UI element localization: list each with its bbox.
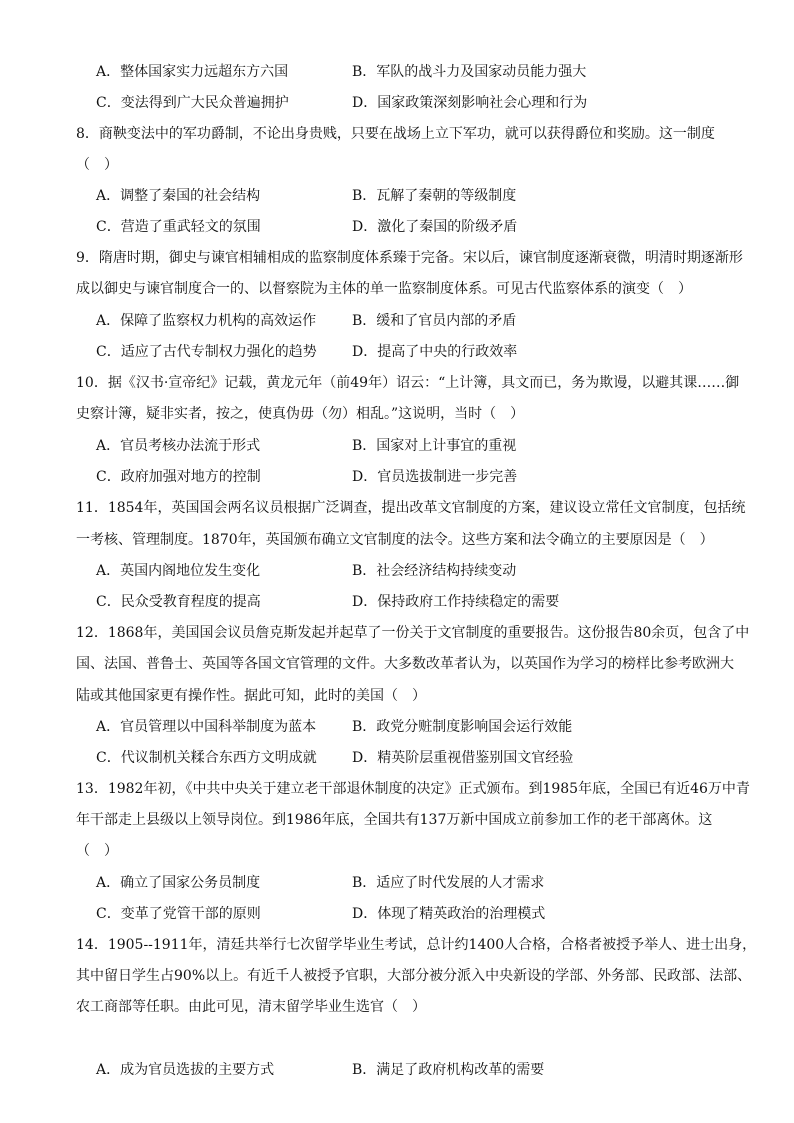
q9-option-d: D．提高了中央的行政效率	[352, 344, 518, 360]
q8-option-b: B．瓦解了秦朝的等级制度	[352, 188, 517, 204]
q14-stem-line-1: 14．1905--1911年，清廷共举行七次留学毕业生考试，总计约1400人合格，合格者被授予举人、进士出身，	[76, 937, 757, 953]
q13-option-b: B．适应了时代发展的人才需求	[352, 875, 545, 891]
q8-option-c: C．营造了重武轻文的氛围	[96, 219, 261, 235]
q13-stem-line-2: 年干部走上县级以上领导岗位。到1986年底，全国共有137万新中国成立前参加工作的老干部离休。这	[76, 812, 713, 828]
q9-option-b: B．缓和了官员内部的矛盾	[352, 313, 517, 329]
q14-stem-line-2: 其中留日学生占90%以上。有近千人被授予官职，大部分被分派入中央新设的学部、外务部、民政部、法部、	[76, 968, 752, 984]
q13-stem-line-1: 13．1982年初，《中共中央关于建立老干部退休制度的决定》正式颁布。到1985年底，全国已有近46万中青	[76, 781, 750, 797]
q10-stem-line-2: 史察计簿，疑非实者，按之，使真伪毋（勿）相乱。”这说明，当时（ ）	[76, 406, 525, 422]
q9-option-c: C．适应了古代专制权力强化的趋势	[96, 344, 317, 360]
q10-option-c: C．政府加强对地方的控制	[96, 469, 261, 485]
q11-stem-line-1: 11．1854年，英国国会两名议员根据广泛调查，提出改革文官制度的方案，建议设立常任文官制度，包括统	[76, 500, 746, 516]
q8-option-d: D．激化了秦国的阶级矛盾	[352, 219, 518, 235]
q7-option-a: A．整体国家实力远超东方六国	[96, 64, 289, 80]
q7-option-c: C．变法得到广大民众普遍拥护	[96, 95, 289, 111]
q12-option-b: B．政党分赃制度影响国会运行效能	[352, 719, 573, 735]
q11-option-b: B．社会经济结构持续变动	[352, 563, 517, 579]
q7-option-b: B．军队的战斗力及国家动员能力强大	[352, 64, 587, 80]
q9-stem-line-2: 成以御史与谏官制度合一的、以督察院为主体的单一监察制度体系。可见古代监察体系的演变（ ）	[76, 281, 692, 297]
q12-stem-line-3: 陆或其他国家更有操作性。据此可知，此时的美国（ ）	[76, 688, 426, 704]
q9-option-a: A．保障了监察权力机构的高效运作	[96, 313, 317, 329]
q12-option-d: D．精英阶层重视借鉴别国文官经验	[352, 750, 574, 766]
q14-option-a: A．成为官员选拔的主要方式	[96, 1062, 275, 1078]
q8-option-a: A．调整了秦国的社会结构	[96, 188, 261, 204]
q9-stem-line-1: 9．隋唐时期，御史与谏官相辅相成的监察制度体系臻于完备。宋以后，谏官制度逐渐衰微，明清时期逐渐形	[76, 250, 743, 266]
q10-stem-line-1: 10．据《汉书·宣帝纪》记载，黄龙元年（前49年）诏云：“上计簿，具文而已，务为欺谩，以避其课……御	[76, 375, 740, 391]
q13-stem-line-3: （ ）	[76, 843, 118, 859]
q12-stem-line-1: 12．1868年，美国国会议员詹克斯发起并起草了一份关于文官制度的重要报告。这份报告80余页，包含了中	[76, 625, 750, 641]
q10-option-d: D．官员选拔制进一步完善	[352, 469, 518, 485]
q13-option-c: C．变革了党管干部的原则	[96, 906, 261, 922]
q8-stem-line-1: 8．商鞅变法中的军功爵制，不论出身贵贱，只要在战场上立下军功，就可以获得爵位和奖励。这一制度	[76, 126, 715, 142]
q10-option-b: B．国家对上计事宜的重视	[352, 438, 517, 454]
q11-stem-line-2: 一考核、管理制度。1870年，英国颁布确立文官制度的法令。这些方案和法令确立的主要原因是（ ）	[76, 532, 714, 548]
q14-option-b: B．满足了政府机构改革的需要	[352, 1062, 545, 1078]
q7-option-d: D．国家政策深刻影响社会心理和行为	[352, 95, 588, 111]
q13-option-a: A．确立了国家公务员制度	[96, 875, 261, 891]
q8-stem-line-2: （ ）	[76, 157, 118, 173]
q12-stem-line-2: 国、法国、普鲁士、英国等各国文官管理的文件。大多数改革者认为，以英国作为学习的榜样比参考欧洲大	[76, 656, 734, 672]
q14-stem-line-3: 农工商部等任职。由此可见，清末留学毕业生选官（ ）	[76, 999, 426, 1015]
q11-option-a: A．英国内阁地位发生变化	[96, 563, 261, 579]
q10-option-a: A．官员考核办法流于形式	[96, 438, 261, 454]
q13-option-d: D．体现了精英政治的治理模式	[352, 906, 546, 922]
q12-option-a: A．官员管理以中国科举制度为蓝本	[96, 719, 317, 735]
q12-option-c: C．代议制机关糅合东西方文明成就	[96, 750, 317, 766]
q11-option-d: D．保持政府工作持续稳定的需要	[352, 594, 560, 610]
q11-option-c: C．民众受教育程度的提高	[96, 594, 261, 610]
